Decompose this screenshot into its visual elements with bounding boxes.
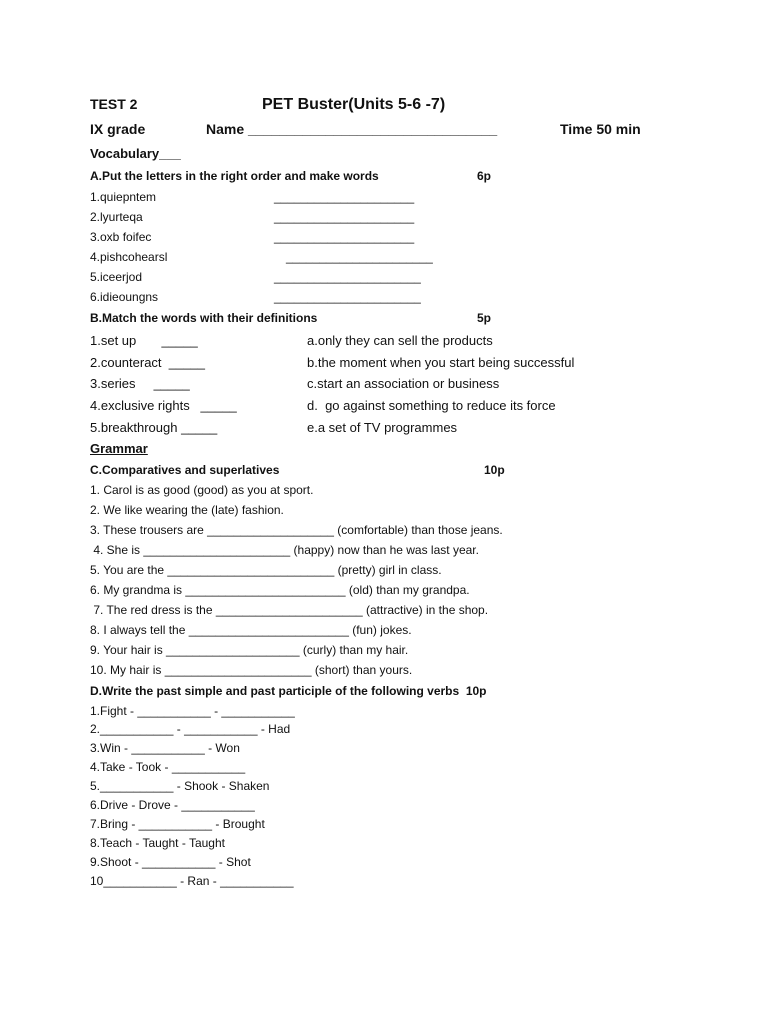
verb-forms-row: 5.___________ - Shook - Shaken [90,779,270,793]
task-a-points: 6p [477,169,492,183]
scrambled-word: 6.idieoungns [90,290,159,304]
task-c-title: C.Comparatives and superlatives [90,463,280,477]
verb-forms-row: 4.Take - Took - ___________ [90,760,246,774]
comparative-sentence: 8. I always tell the ________________________ (fun) jokes. [90,623,412,637]
comparative-sentence: 4. She is ______________________ (happy) now than he was last year. [90,543,479,557]
task-b-title: B.Match the words with their definitions [90,311,318,325]
match-definition: e.a set of TV programmes [307,420,458,435]
time-limit: Time 50 min [560,121,641,137]
scrambled-word: 3.oxb foifec [90,230,152,244]
verb-forms-row: 2.___________ - ___________ - Had [90,722,291,736]
answer-blank: _____________________ [274,210,415,224]
task-a-title: A.Put the letters in the right order and make words [90,169,379,183]
answer-blank: ______________________ [286,250,433,264]
match-definition: a.only they can sell the products [307,333,493,348]
scrambled-word: 2.lyurteqa [90,210,143,224]
comparative-sentence: 3. These trousers are ___________________ (comfortable) than those jeans. [90,523,503,537]
comparative-sentence: 10. My hair is ______________________ (short) than yours. [90,663,413,677]
section-grammar-heading: Grammar [90,441,148,456]
match-term: 1.set up _____ [90,333,198,348]
grade-label: IX grade [90,121,146,137]
verb-forms-row: 9.Shoot - ___________ - Shot [90,855,251,869]
match-term: 4.exclusive rights _____ [90,398,237,413]
comparative-sentence: 5. You are the _________________________ (pretty) girl in class. [90,563,442,577]
match-term: 5.breakthrough _____ [90,420,218,435]
page-title: PET Buster(Units 5-6 -7) [262,96,446,113]
match-definition: b.the moment when you start being successful [307,355,575,370]
scrambled-word: 4.pishcohearsl [90,250,168,264]
comparative-sentence: 6. My grandma is ________________________ (old) than my grandpa. [90,583,470,597]
scrambled-word: 1.quiepntem [90,190,157,204]
answer-blank: ______________________ [274,270,421,284]
test-number: TEST 2 [90,96,138,112]
task-b-points: 5p [477,311,492,325]
match-term: 2.counteract _____ [90,355,205,370]
comparative-sentence: 9. Your hair is ____________________ (curly) than my hair. [90,643,409,657]
match-term: 3.series _____ [90,376,190,391]
comparative-sentence: 7. The red dress is the ______________________ (attractive) in the shop. [90,603,489,617]
verb-forms-row: 3.Win - ___________ - Won [90,741,240,755]
answer-blank: _____________________ [274,230,415,244]
comparative-sentence: 2. We like wearing the (late) fashion. [90,503,284,517]
verb-forms-row: 7.Bring - ___________ - Brought [90,817,265,831]
answer-blank: _____________________ [274,190,415,204]
verb-forms-row: 1.Fight - ___________ - ___________ [90,704,295,718]
verb-forms-row: 6.Drive - Drove - ___________ [90,798,255,812]
section-vocabulary-heading: Vocabulary___ [90,146,181,161]
scrambled-word: 5.iceerjod [90,270,143,284]
task-c-points: 10p [484,463,505,477]
answer-blank: ______________________ [274,290,421,304]
task-d-title: D.Write the past simple and past participle of the following verbs 10p [90,684,487,698]
verb-forms-row: 8.Teach - Taught - Taught [90,836,225,850]
name-field: Name ________________________________ [206,121,498,137]
comparative-sentence: 1. Carol is as good (good) as you at sport. [90,483,314,497]
match-definition: c.start an association or business [307,376,500,391]
verb-forms-row: 10___________ - Ran - ___________ [90,874,294,888]
match-definition: d. go against something to reduce its force [307,398,556,413]
